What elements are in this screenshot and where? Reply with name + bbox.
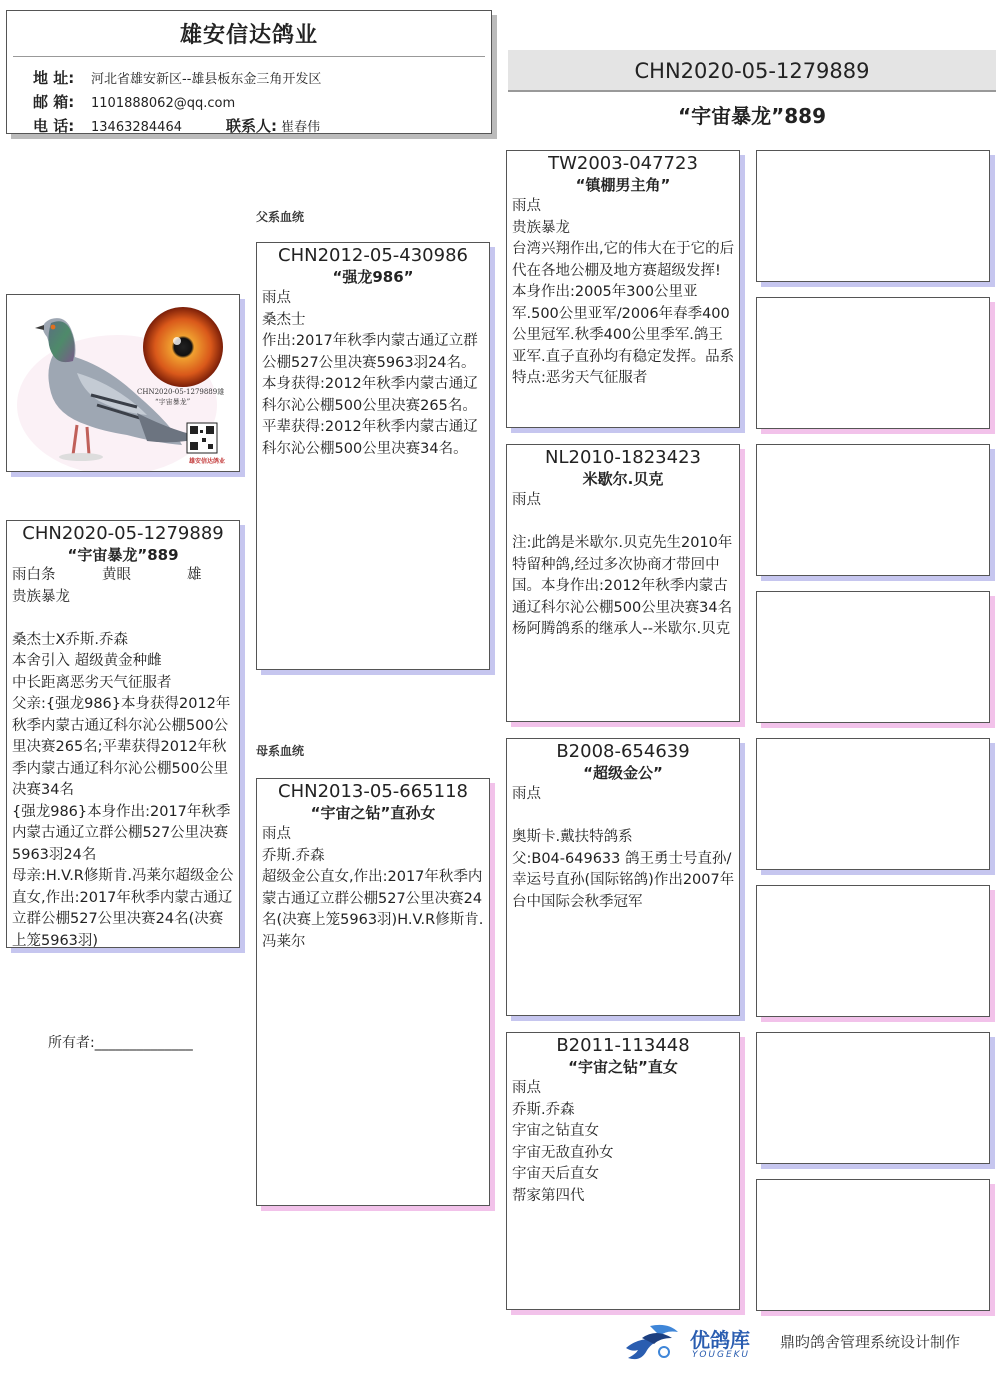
email-label: 邮 箱: xyxy=(33,93,75,111)
great-grandparent-box-4 xyxy=(756,591,990,723)
subject-eye: 黄眼 xyxy=(102,567,131,583)
pedigree-title-bar: CHN2020-05-1279889 xyxy=(508,50,996,92)
photo-caption-mark: 雄安信达鸽业 xyxy=(189,458,226,465)
grandsire-paternal-card xyxy=(506,150,740,428)
dam-pigeon-name: “宇宙之钻”直孙女 xyxy=(310,804,436,822)
dam-description: 雨点 乔斯.乔森 超级金公直女,作出:2017年秋季内蒙古通辽立群公棚527公里决赛24名(决赛上笼5963羽)H.V.R修斯肯.冯莱尔 xyxy=(262,826,484,950)
great-grandparent-box-5 xyxy=(756,738,990,870)
phone-label: 电 话: xyxy=(33,117,75,135)
subject-description: 贵族暴龙 桑杰士X乔斯.乔森 本舍引入 超级黄金种雌 中长距离恶劣天气征服者 父亲:{强龙986}本身获得2012年秋季内蒙古通辽科尔沁公棚500公里决赛265名;平辈获得2012年秋季内蒙古通辽科尔沁公棚500公里决赛34名 {强龙986}本身作出:2017年秋季内蒙古通辽立群公棚527公里决赛5963羽24名 母亲:H.V.R修斯肯.冯莱尔超级金公直女,作出:2017年秋季内蒙古通辽立群公棚527公里决赛24名(决赛上笼5963羽) xyxy=(12,588,234,949)
dam-card xyxy=(256,778,490,1206)
subject-color: 雨白条 xyxy=(12,567,56,583)
great-grandparent-box-7 xyxy=(756,1032,990,1164)
brand-name: 优鸽库 xyxy=(690,1328,750,1352)
owner-field: 所有者:______________ xyxy=(48,1035,193,1051)
address-row xyxy=(33,67,321,91)
pigeon-photo xyxy=(6,294,240,472)
address-value: 河北省雄安新区--雄县板东金三角开发区 xyxy=(91,72,322,87)
grandsire-paternal-ring: TW2003-047723 xyxy=(548,153,698,174)
subject-ring: CHN2020-05-1279889 xyxy=(22,523,224,544)
sire-ring: CHN2012-05-430986 xyxy=(278,245,468,266)
address-label: 地 址: xyxy=(33,69,75,87)
subject-card xyxy=(6,520,240,948)
phone-row xyxy=(33,115,321,139)
sire-line-label: 父系血统 xyxy=(256,210,305,224)
footer-branding xyxy=(620,1318,990,1366)
granddam-maternal-name: “宇宙之钻”直女 xyxy=(568,1058,678,1076)
grandsire-paternal-description: 雨点 贵族暴龙 台湾兴翔作出,它的伟大在于它的后代在各地公棚及地方赛超级发挥!本身作出:2005年300公里亚军.500公里亚军/2006年春季400公里冠军.秋季400公里季军.鸽王亚军.直子直孙均有稳定发挥。品系特点:恶劣天气征服者 xyxy=(512,198,735,386)
subject-sex: 雄 xyxy=(187,567,202,583)
sire-pigeon-name: “强龙986” xyxy=(332,268,414,286)
grandsire-maternal-name: “超级金公” xyxy=(583,764,663,782)
grandsire-maternal-description: 雨点 奥斯卡.戴扶特鸽系 父:B04-649633 鸽王勇士号直孙/幸运号直孙(国际铭鸽)作出2007年台中国际会秋季冠军 xyxy=(512,786,735,910)
granddam-paternal-description: 雨点 注:此鸽是米歇尔.贝克先生2010年特留种鸽,经过多次协商才带回中国。本身作出:2012年秋季内蒙古通辽科尔沁公棚500公里决赛34名杨阿腾鸽系的继承人--米歇尔.贝克 xyxy=(512,492,733,637)
pedigree-subject-name: “宇宙暴龙”889 xyxy=(677,104,827,128)
great-grandparent-box-2 xyxy=(756,297,990,429)
phone-value: 13463284464 xyxy=(91,120,182,135)
subject-pigeon-name: “宇宙暴龙”889 xyxy=(67,546,179,564)
brand-name-en: YOUGEKU xyxy=(692,1350,751,1360)
maker-credit: 鼎昀鸽舍管理系统设计制作 xyxy=(780,1333,961,1351)
great-grandparent-box-8 xyxy=(756,1179,990,1311)
contact-label: 联系人: xyxy=(225,117,277,135)
email-value: 1101888062@qq.com xyxy=(91,96,236,111)
pigeon-illustration xyxy=(7,295,240,472)
sire-description: 雨点 桑杰士 作出:2017年秋季内蒙古通辽立群公棚527公里决赛5963羽24名。本身获得:2012年秋季内蒙古通辽科尔沁公棚500公里决赛265名。平辈获得:2012年秋季内蒙古通辽科尔沁公棚500公里决赛34名。 xyxy=(262,290,478,457)
granddam-maternal-card xyxy=(506,1032,740,1310)
header-divider xyxy=(13,56,485,57)
great-grandparent-box-1 xyxy=(756,150,990,282)
grandsire-paternal-name: “镇棚男主角” xyxy=(575,176,671,194)
sire-card xyxy=(256,242,490,670)
loft-header xyxy=(6,10,492,134)
grandsire-maternal-card xyxy=(506,738,740,1016)
granddam-maternal-ring: B2011-113448 xyxy=(556,1035,690,1056)
yougeku-logo-icon xyxy=(620,1318,684,1366)
dam-line-label: 母系血统 xyxy=(256,744,305,758)
subject-traits xyxy=(7,565,239,587)
loft-title: 雄安信达鸽业 xyxy=(179,23,318,48)
email-row xyxy=(33,91,321,115)
granddam-paternal-card xyxy=(506,444,740,722)
dam-ring: CHN2013-05-665118 xyxy=(278,781,468,802)
grandsire-maternal-ring: B2008-654639 xyxy=(556,741,690,762)
granddam-paternal-ring: NL2010-1823423 xyxy=(545,447,701,468)
granddam-paternal-name: 米歇尔.贝克 xyxy=(582,470,664,488)
contact-value: 崔春伟 xyxy=(281,120,321,135)
photo-caption-name: “宇宙暴龙” xyxy=(155,398,191,406)
granddam-maternal-description: 雨点 乔斯.乔森 宇宙之钻直女 宇宙无敌直孙女 宇宙天后直女 帮家第四代 xyxy=(512,1080,614,1204)
great-grandparent-box-3 xyxy=(756,444,990,576)
loft-contact-info xyxy=(33,67,321,139)
great-grandparent-box-6 xyxy=(756,885,990,1017)
photo-caption-ring: CHN2020-05-1279889雄 xyxy=(137,388,225,396)
